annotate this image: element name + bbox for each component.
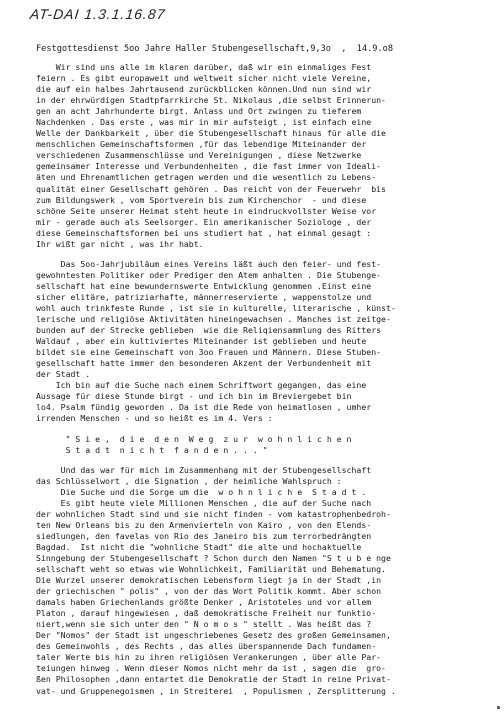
text-line: Es gibt heute viele Millionen Menschen , die auf der Suche nach xyxy=(36,497,372,508)
text-line: Welle der Dankbarkeit , über die Stubengesellschaft hinaus für alle die xyxy=(36,128,386,139)
text-line: sellschaft hat eine bewundernswerte Entwicklung genommen .Einst eine xyxy=(36,280,372,291)
paragraph-gap xyxy=(36,425,488,434)
text-line: zum Bildungswerk , vom Sportverein bis zum Kirchenchor - und diese xyxy=(36,194,367,205)
text-line: der griechischen " polis" , von der das Wort Politik kommt. Aber schon xyxy=(36,586,382,597)
text-line: vat- und Gruppenegoismen , in Streiterei , Populismen , Zersplitterung . xyxy=(36,685,396,696)
text-line: Sinngebung der Stubengesellschaft ? Schon durch den Namen "S t u b e nge xyxy=(36,552,391,563)
text-line: menschlichen Gemeinschaftsformen ,für das lebendige Miteinander der xyxy=(36,139,367,150)
text-line: bildet sie eine Gemeinschaft von 3oo Frauen und Männern. Diese Stuben- xyxy=(36,347,382,358)
text-line: schöne Seite unserer Heimat steht heute in eindruckvollster Weise vor xyxy=(36,205,377,216)
text-line: taler Werte bis hin zu ihren religiösen Verankerungen , über alle Par- xyxy=(36,652,382,663)
text-line: Die Wurzel unserer demokratischen Lebensform liegt ja in der Stadt ,in xyxy=(36,575,382,586)
text-line: wohl auch trinkfeste Runde , ist sie in kulturelle, literarische , künst- xyxy=(36,302,396,313)
text-line: des Gemeinwohls , des Rechts , das alles überspannende Dach fundamen- xyxy=(36,641,377,652)
text-line: in der ehrwürdigen Stadtpfarrkirche St. Nikolaus ,die selbst Erinnerun- xyxy=(36,95,386,106)
paragraph-gap xyxy=(36,456,488,465)
text-line: Und das war für mich im Zusammenhang mit der Stubengesellschaft xyxy=(36,464,372,475)
text-line: gesellschaft hatte immer den besonderen Akzent der Verbundenheit mit xyxy=(36,358,372,369)
text-line: Platon , darauf hingewiesen , daß demokratische Freiheit nur funktio- xyxy=(36,608,377,619)
text-line: die auf ein halbes Jahrtausend zurückblicken können.Und nun sind wir xyxy=(36,84,372,95)
paragraph xyxy=(36,259,488,425)
text-line: irrenden Menschen - und so heißt es im 4. Vers : xyxy=(36,413,273,424)
text-line: Das 5oo-Jahrjubiläum eines Vereins läßt auch den feier- und fest- xyxy=(36,258,382,269)
text-line: gen an acht Jahrhunderte birgt. Anlass und Ort zwingen zu tieferem xyxy=(36,106,362,117)
text-line: ten New Orleans bis zu den Armenvierteln von Kairo , von den Elends- xyxy=(36,519,372,530)
text-line: gewohntesten Politiker oder Prediger den Atem anhalten . Die Stubenge- xyxy=(36,269,382,280)
document-body xyxy=(36,62,488,697)
document-header: Festgottesdienst 5oo Jahre Haller Stubengesellschaft,9,3o , 14.9.o8 xyxy=(36,44,393,54)
text-line: Nachdenken . Das erste , was mir in mir aufsteigt , ist einfach eine xyxy=(36,117,372,128)
text-line: verschiedenen Zusammenschlüsse und Vereinigungen , diese Netzwerke xyxy=(36,150,362,161)
text-line: das Schlüsselwort , die Signation , der heimliche Wahlspruch : xyxy=(36,475,342,486)
text-line: Bagdad. Ist nicht die "wohnliche Stadt" die alte und hochaktuelle xyxy=(36,541,362,552)
text-line: Ihr wißt gar nicht , was ihr habt. xyxy=(36,238,204,249)
text-line: niert,wenn sie sich unter den " N o m o s " stellt . Was heißt das ? xyxy=(36,619,372,630)
text-line: lo4. Psalm fündig geworden . Da ist die Rede von heimatlosen , umher xyxy=(36,402,372,413)
text-line: damals haben Griechenlands größte Denker , Aristoteles und vor allem xyxy=(36,597,372,608)
text-line: ßen Philosophen ,dann entartet die Demokratie der Stadt in reine Privat- xyxy=(36,674,391,685)
text-line: bunden auf der Strecke geblieben wie die Reliqiensammlung des Ritters xyxy=(36,325,382,336)
text-line: Waldauf , aber ein kultiviertes Miteinander ist geblieben und heute xyxy=(36,336,367,347)
text-line: der wohnlichen Stadt sind und sie nicht finden - vom katastrophenbedroh- xyxy=(36,508,391,519)
text-line: mir - gerade auch als Seelsorger. Ein amerikanischer Soziologe , der xyxy=(36,216,372,227)
text-line: diese Gemeinschaftsformen bei uns studiert hat , hat einmal gesagt : xyxy=(36,227,372,238)
text-line: gemeinsamer Interesse und Verbundenheiten , die fast immer von Ideali- xyxy=(36,161,382,172)
text-line: Ich bin auf die Suche nach einem Schriftwort gegangen, das eine xyxy=(36,380,367,391)
text-line: " S i e , d i e d e n W e g z u r w o h n l i c h e n xyxy=(36,433,352,444)
text-line: siedlungen, den favelas von Rio des Janeiro bis zum terrorbedrängten xyxy=(36,530,372,541)
paragraph xyxy=(36,465,488,697)
text-line: Die Suche und die Sorge um die w o h n l i c h e S t a d t . xyxy=(36,486,367,497)
text-line: Wir sind uns alle im klaren darüber, daß wir ein einmaliges Fest xyxy=(36,62,372,72)
text-line: lerische und religiöse Aktivitäten hineingewachsen . Manches ist zeitge- xyxy=(36,314,391,325)
scan-mark xyxy=(497,706,500,709)
text-line: äten und Ehrenamtlichen getragen werden und die wesentlich zu Lebens- xyxy=(36,172,377,183)
paragraph xyxy=(36,62,488,250)
text-line: sicher elitäre, patriziarhafte, männerreservierte , wappenstolze und xyxy=(36,291,372,302)
text-line: qualität einer Gesellschaft gehören . Das reicht von der Feuerwehr bis xyxy=(36,183,386,194)
text-line: feiern . Es gibt europaweit und weltweit sicher nicht viele Vereine, xyxy=(36,73,372,84)
paragraph-gap xyxy=(36,250,488,259)
text-line: S t a d t n i c h t f a n d e n . . . " xyxy=(36,444,268,455)
text-line: teiungen hinweg . Wenn dieser Nomos nicht mehr da ist , sagen die gro- xyxy=(36,663,386,674)
archive-stamp: AT-DAI 1.3.1.16.87 xyxy=(29,6,167,22)
text-line: Der "Nomos" der Stadt ist ungeschriebenes Gesetz des großen Gemeinsamen, xyxy=(36,630,391,641)
text-line: Aussage für diese Stunde birgt - und ich bin im Breviergebet bin xyxy=(36,391,352,402)
text-line: sellschaft weht so etwas wie Wohnlichkeit, Familiarität und Behematung. xyxy=(36,564,386,575)
paragraph xyxy=(36,434,488,456)
text-line: der Stadt . xyxy=(36,369,91,380)
